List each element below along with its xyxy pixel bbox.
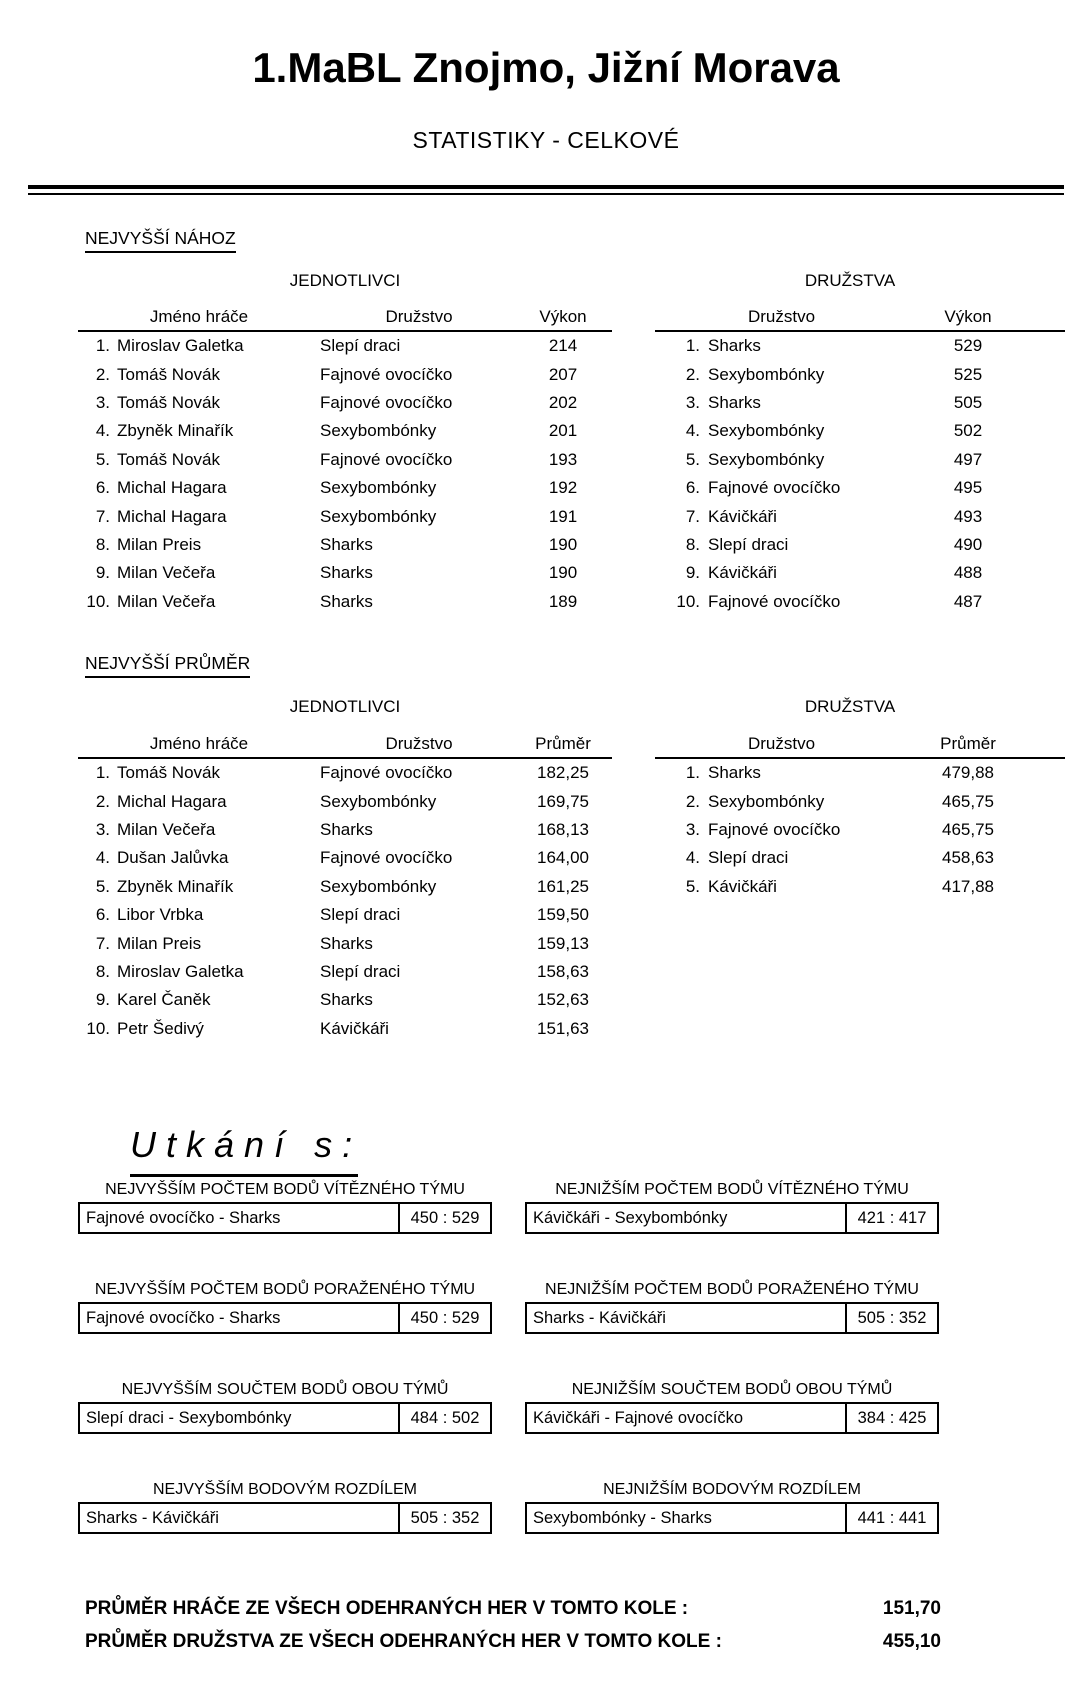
stat-box [78,1502,492,1534]
table-row [655,474,1065,502]
rank-cell: 8. [95,534,110,554]
rank-cell: 3. [685,392,700,412]
team-cell: Fajnové ovocíčko [320,449,453,469]
team-cell: Sharks [320,933,373,953]
team-cell: Sexybombónky [320,478,437,498]
rank-cell: 5. [685,876,700,896]
match-teams: Fajnové ovocíčko - Sharks [86,1308,281,1327]
table-row [655,446,1065,474]
stat-label: NEJVYŠŠÍM POČTEM BODŮ VÍTĚZNÉHO TÝMU [105,1181,465,1198]
team-cell: Fajnové ovocíčko [708,819,841,839]
value-cell: 458,63 [942,848,994,868]
rank-cell: 2. [95,364,110,384]
team-cell: Sexybombónky [320,506,437,526]
player-cell: Milan Večeřa [117,819,216,839]
rank-cell: 2. [685,791,700,811]
player-cell: Miroslav Galetka [117,336,244,356]
value-cell: 505 [953,392,983,412]
value-cell: 214 [548,336,578,356]
stat-label: NEJVYŠŠÍM BODOVÝM ROZDÍLEM [152,1481,418,1498]
table-row [78,446,612,474]
rank-cell: 7. [685,506,700,526]
stat-group [525,1179,939,1279]
player-cell: Milan Preis [117,933,202,953]
team-cell: Kávičkáři [708,506,777,526]
match-teams: Kávičkáři - Sexybombónky [533,1208,728,1227]
value-cell: 190 [548,563,578,583]
rank-cell: 4. [95,421,110,441]
col-header-team: Družstvo [385,307,453,326]
stat-group [78,1179,492,1279]
table-header-row [655,733,1065,757]
value-cell: 159,13 [537,933,589,953]
match-score: 484 : 502 [398,1404,490,1432]
team-cell: Sharks [708,392,761,412]
team-cell: Fajnové ovocíčko [320,848,453,868]
table-row [78,332,612,360]
footer-line [85,1592,941,1625]
team-cell: Sharks [708,336,761,356]
team-cell: Fajnové ovocíčko [320,763,453,783]
stat-label: NEJNIŽŠÍM POČTEM BODŮ PORAŽENÉHO TÝMU [545,1281,919,1298]
table-header-row [655,306,1065,330]
match-teams: Fajnové ovocíčko - Sharks [86,1208,281,1227]
rank-cell: 6. [95,905,110,925]
rank-cell: 1. [95,336,110,356]
table-row [78,759,612,787]
value-cell: 191 [548,506,578,526]
section-heading-prumer: NEJVYŠŠÍ PRŮMĚR [85,653,250,678]
value-cell: 201 [548,421,578,441]
player-cell: Tomáš Novák [117,392,220,412]
match-score: 505 : 352 [845,1304,937,1332]
footer-summary [85,1592,941,1658]
match-teams: Kávičkáři - Fajnové ovocíčko [533,1408,743,1427]
col-header-value: Výkon [539,307,587,326]
rank-cell: 10. [86,1018,110,1038]
table-row [655,332,1065,360]
value-cell: 169,75 [537,791,589,811]
value-cell: 490 [953,534,983,554]
match-score: 505 : 352 [398,1504,490,1532]
stat-group [525,1479,939,1579]
value-cell: 164,00 [537,848,589,868]
value-cell: 151,63 [537,1018,589,1038]
team-cell: Fajnové ovocíčko [320,392,453,412]
match-teams: Sharks - Kávičkáři [86,1508,219,1527]
team-cell: Fajnové ovocíčko [708,591,841,611]
team-cell: Sexybombónky [320,421,437,441]
match-score: 384 : 425 [845,1404,937,1432]
col-header-value: Výkon [944,307,992,326]
stat-box [78,1202,492,1234]
prumer-teams-title: DRUŽSTVA [804,697,896,716]
nahoz-teams-table [655,306,1065,616]
table-header-row [78,733,612,757]
table-row [655,502,1065,530]
table-row [655,816,1065,844]
table-row [78,929,612,957]
player-cell: Milan Preis [117,534,202,554]
rank-cell: 9. [95,990,110,1010]
team-cell: Kávičkáři [708,563,777,583]
value-cell: 158,63 [537,961,589,981]
match-teams: Sharks - Kávičkáři [533,1308,666,1327]
stat-label: NEJNIŽŠÍM SOUČTEM BODŮ OBOU TÝMŮ [571,1381,893,1398]
rank-cell: 1. [685,763,700,783]
nahoz-individuals-table [78,306,612,616]
value-cell: 189 [548,591,578,611]
stat-group [78,1279,492,1379]
team-cell: Slepí draci [320,905,401,925]
footer-label: PRŮMĚR DRUŽSTVA ZE VŠECH ODEHRANÝCH HER V TOMTO KOLE : [85,1630,722,1652]
table-row [78,417,612,445]
value-cell: 488 [953,563,983,583]
value-cell: 487 [953,591,983,611]
table-row [655,389,1065,417]
rank-cell: 4. [95,848,110,868]
value-cell: 465,75 [942,791,994,811]
value-cell: 168,13 [537,819,589,839]
rank-cell: 5. [95,876,110,896]
stat-group [78,1379,492,1479]
match-teams: Slepí draci - Sexybombónky [86,1408,292,1427]
table-row [78,1015,612,1043]
stat-box [78,1402,492,1434]
team-cell: Slepí draci [708,848,789,868]
value-cell: 192 [548,478,578,498]
rank-cell: 9. [685,563,700,583]
table-row [78,787,612,815]
team-cell: Sharks [320,819,373,839]
player-cell: Libor Vrbka [117,905,204,925]
rank-cell: 3. [95,392,110,412]
header-divider [28,185,1064,195]
value-cell: 207 [548,364,578,384]
player-cell: Milan Večeřa [117,591,216,611]
player-cell: Petr Šedivý [117,1018,204,1038]
footer-value: 455,10 [882,1630,941,1652]
rank-cell: 10. [86,591,110,611]
player-cell: Milan Večeřa [117,563,216,583]
value-cell: 417,88 [942,876,994,896]
rank-cell: 10. [676,591,700,611]
col-header-team: Družstvo [385,734,453,753]
footer-line [85,1625,941,1658]
stat-group [525,1279,939,1379]
rank-cell: 1. [685,336,700,356]
player-cell: Dušan Jalůvka [117,848,229,868]
player-cell: Miroslav Galetka [117,961,244,981]
table-row [78,360,612,388]
table-row [78,901,612,929]
match-score: 450 : 529 [398,1304,490,1332]
col-header-value: Průměr [940,734,996,753]
team-cell: Slepí draci [320,336,401,356]
table-row [78,559,612,587]
rank-cell: 9. [95,563,110,583]
table-row [655,360,1065,388]
col-header-team: Družstvo [747,307,816,326]
stat-group [78,1479,492,1579]
utkani-left-column [78,1179,492,1579]
table-row [78,844,612,872]
col-header-value: Průměr [535,734,591,753]
rank-cell: 7. [95,933,110,953]
table-row [78,873,612,901]
stat-label: NEJNIŽŠÍM BODOVÝM ROZDÍLEM [603,1481,861,1498]
value-cell: 493 [953,506,983,526]
value-cell: 202 [548,392,578,412]
rank-cell: 7. [95,506,110,526]
value-cell: 529 [953,336,983,356]
value-cell: 497 [953,449,983,469]
player-cell: Michal Hagara [117,478,227,498]
value-cell: 525 [953,364,983,384]
footer-value: 151,70 [882,1597,941,1619]
stat-label: NEJVYŠŠÍM SOUČTEM BODŮ OBOU TÝMŮ [121,1381,449,1398]
team-cell: Sexybombónky [708,421,825,441]
value-cell: 465,75 [942,819,994,839]
prumer-individuals-table [78,733,612,1043]
stat-label: NEJVYŠŠÍM POČTEM BODŮ PORAŽENÉHO TÝMU [94,1281,476,1298]
page-title: 1.MaBL Znojmo, Jižní Morava [252,44,840,91]
team-cell: Kávičkáři [320,1018,389,1038]
table-row [78,986,612,1014]
table-row [78,389,612,417]
table-row [655,559,1065,587]
rank-cell: 4. [685,421,700,441]
table-row [655,787,1065,815]
player-cell: Tomáš Novák [117,449,220,469]
team-cell: Sexybombónky [320,876,437,896]
team-cell: Slepí draci [320,961,401,981]
table-row [655,873,1065,901]
rank-cell: 8. [685,534,700,554]
stat-group [525,1379,939,1479]
rank-cell: 6. [685,478,700,498]
table-header-row [78,306,612,330]
table-row [78,474,612,502]
rank-cell: 8. [95,961,110,981]
match-score: 441 : 441 [845,1504,937,1532]
match-score: 421 : 417 [845,1204,937,1232]
team-cell: Sharks [320,563,373,583]
value-cell: 182,25 [537,763,589,783]
player-cell: Zbyněk Minařík [117,421,234,441]
value-cell: 161,25 [537,876,589,896]
value-cell: 190 [548,534,578,554]
table-row [78,816,612,844]
team-cell: Slepí draci [708,534,789,554]
rank-cell: 2. [685,364,700,384]
team-cell: Sharks [708,763,761,783]
team-cell: Fajnové ovocíčko [320,364,453,384]
stat-box [525,1502,939,1534]
table-row [78,958,612,986]
footer-label: PRŮMĚR HRÁČE ZE VŠECH ODEHRANÝCH HER V TOMTO KOLE : [85,1597,689,1619]
rank-cell: 5. [685,449,700,469]
rank-cell: 3. [95,819,110,839]
table-row [78,531,612,559]
prumer-individuals-title: JEDNOTLIVCI [289,697,401,716]
value-cell: 193 [548,449,578,469]
table-row [655,844,1065,872]
value-cell: 502 [953,421,983,441]
table-row [655,588,1065,616]
stat-box [525,1302,939,1334]
table-row [78,502,612,530]
table-row [655,531,1065,559]
value-cell: 152,63 [537,990,589,1010]
team-cell: Kávičkáři [708,876,777,896]
col-header-player: Jméno hráče [149,734,249,753]
player-cell: Tomáš Novák [117,364,220,384]
team-cell: Sexybombónky [708,791,825,811]
value-cell: 159,50 [537,905,589,925]
stat-box [525,1202,939,1234]
player-cell: Michal Hagara [117,791,227,811]
rank-cell: 2. [95,791,110,811]
table-row [655,759,1065,787]
team-cell: Sexybombónky [708,364,825,384]
value-cell: 495 [953,478,983,498]
team-cell: Sharks [320,990,373,1010]
col-header-team: Družstvo [747,734,816,753]
table-row [655,417,1065,445]
utkani-right-column [525,1179,939,1579]
section-heading-nahoz: NEJVYŠŠÍ NÁHOZ [85,228,236,253]
rank-cell: 1. [95,763,110,783]
team-cell: Fajnové ovocíčko [708,478,841,498]
stat-box [78,1302,492,1334]
rank-cell: 4. [685,848,700,868]
rank-cell: 3. [685,819,700,839]
player-cell: Karel Čaněk [117,990,211,1010]
rank-cell: 6. [95,478,110,498]
table-row [78,588,612,616]
stat-box [525,1402,939,1434]
prumer-teams-table [655,733,1065,901]
team-cell: Sharks [320,591,373,611]
team-cell: Sexybombónky [708,449,825,469]
col-header-player: Jméno hráče [149,307,249,326]
nahoz-teams-title: DRUŽSTVA [804,271,896,290]
match-score: 450 : 529 [398,1204,490,1232]
stat-label: NEJNIŽŠÍM POČTEM BODŮ VÍTĚZNÉHO TÝMU [555,1181,909,1198]
utkani-heading: U t k á n í s : [90,1082,358,1219]
nahoz-individuals-title: JEDNOTLIVCI [289,271,401,290]
match-teams: Sexybombónky - Sharks [533,1508,712,1527]
team-cell: Sexybombónky [320,791,437,811]
value-cell: 479,88 [942,763,994,783]
player-cell: Tomáš Novák [117,763,220,783]
page-subtitle: STATISTIKY - CELKOVÉ [412,127,680,153]
team-cell: Sharks [320,534,373,554]
player-cell: Michal Hagara [117,506,227,526]
rank-cell: 5. [95,449,110,469]
player-cell: Zbyněk Minařík [117,876,234,896]
